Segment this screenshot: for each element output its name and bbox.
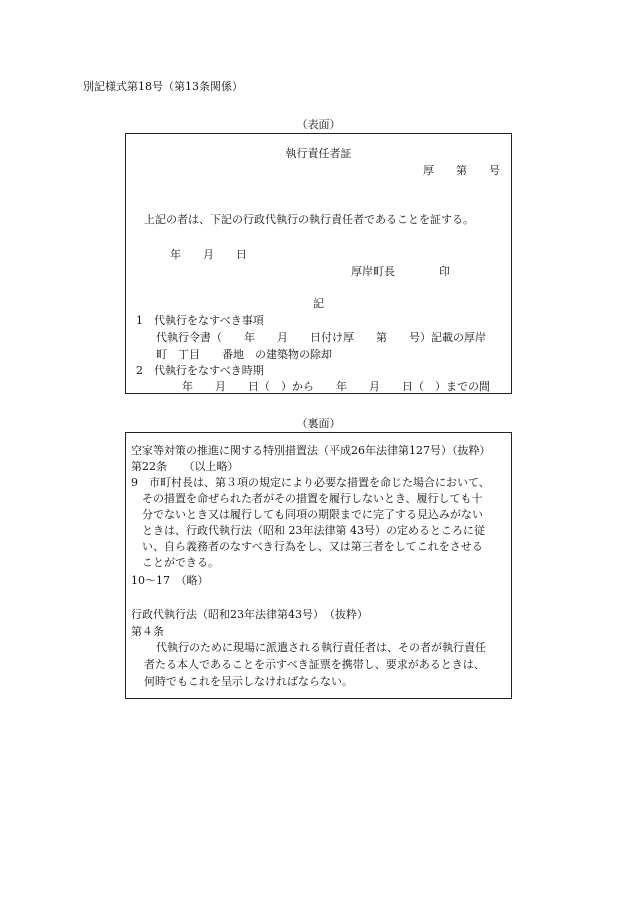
- law1-omitted: 10～17 （略）: [131, 574, 209, 587]
- item2-line1: 年 月 日（ ）から 年 月 日（ ）までの間: [182, 380, 490, 393]
- certificate-title: 執行責任者証: [285, 147, 352, 160]
- issue-date: 年 月 日: [170, 248, 247, 261]
- front-certificate-box: [125, 133, 512, 394]
- law1-para9-line: い、自ら義務者のなすべき行為をし、又は第三者をしてこれをさせる: [142, 540, 483, 553]
- law1-para9-line: ことができる。: [142, 556, 219, 569]
- item1-line1: 代執行令書（ 年 月 日付け厚 第 号）記載の厚岸: [156, 331, 486, 344]
- law1-para9-line: 9 市町村長は、第３項の規定により必要な措置を命じた場合において、: [131, 476, 490, 489]
- item1-title: 1 代執行をなすべき事項: [136, 314, 264, 327]
- item1-line2: 町 丁目 番地 の建築物の除却: [156, 348, 332, 361]
- law1-article: 第22条 （以上略）: [131, 460, 239, 473]
- issuer-signature: 厚岸町長 印: [351, 265, 450, 278]
- ki-heading: 記: [313, 297, 324, 310]
- certification-text: 上記の者は、下記の行政代執行の執行責任者であることを証する。: [144, 213, 474, 226]
- certificate-number: 厚 第 号: [423, 164, 500, 177]
- law1-title: 空家等対策の推進に関する特別措置法（平成26年法律第127号）（抜粋）: [131, 444, 491, 457]
- law2-title: 行政代執行法（昭和23年法律第43号） （抜粋）: [131, 608, 368, 621]
- back-label: （裏面）: [296, 417, 341, 430]
- front-label: （表面）: [296, 118, 341, 131]
- form-header: 別記様式第18号（第13条関係）: [83, 80, 243, 93]
- law2-body-line: 代執行のために現場に派遣される執行責任者は、その者が執行責任: [156, 641, 486, 654]
- law2-body-line: 何時でもこれを呈示しなければならない。: [144, 675, 353, 688]
- back-legal-box: [125, 432, 512, 699]
- item2-title: 2 代執行をなすべき時期: [136, 364, 264, 377]
- law1-para9-line: 分でないとき又は履行しても同項の期限までに完了する見込みがない: [142, 508, 483, 521]
- law2-article: 第４条: [131, 625, 164, 638]
- law1-para9-line: その措置を命ぜられた者がその措置を履行しないとき、履行しても十: [142, 492, 483, 505]
- law2-body-line: 者たる本人であることを示すべき証票を携帯し、要求があるときは、: [144, 658, 485, 671]
- law1-para9-line: ときは、行政代執行法（昭和 23年法律第 43号）の定めるところに従: [142, 524, 485, 537]
